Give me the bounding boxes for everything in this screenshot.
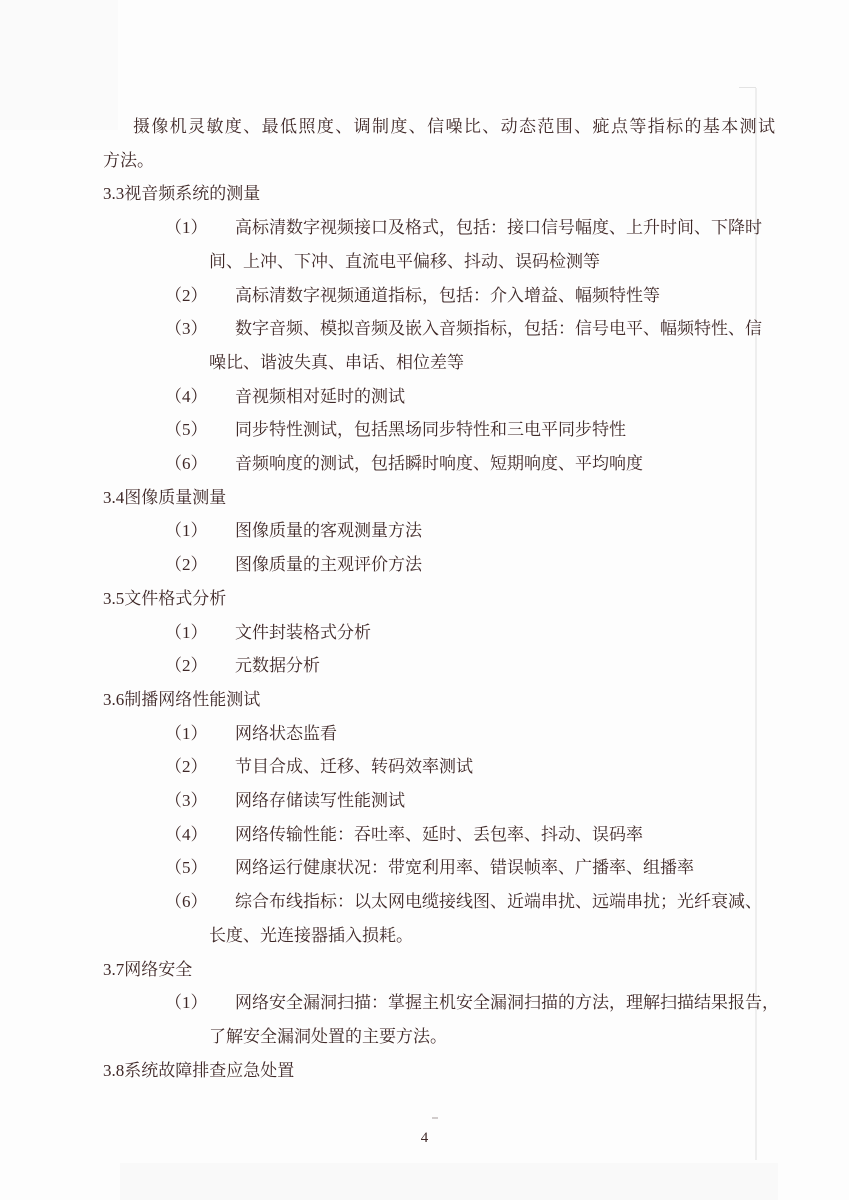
item-text: 数字音频、模拟音频及嵌入音频指标，包括：信号电平、幅频特性、信 [235, 319, 762, 339]
section-heading: 3.8系统故障排查应急处置 [103, 1060, 295, 1080]
list-item [103, 986, 779, 1020]
item-number: （5） [165, 858, 208, 878]
item-number: （2） [165, 555, 208, 575]
item-number: （4） [165, 824, 208, 844]
continuation-line: 间、上冲、下冲、直流电平偏移、抖动、误码检测等 [209, 251, 600, 271]
item-number: （1） [165, 218, 208, 238]
item-text: 网络传输性能：吞吐率、延时、丢包率、抖动、误码率 [235, 824, 643, 844]
item-number: （1） [165, 622, 208, 642]
section-heading: 3.6制播网络性能测试 [103, 689, 261, 709]
paragraph-line: 方法。 [103, 150, 154, 170]
item-number: （2） [165, 285, 208, 305]
item-number: （6） [165, 892, 208, 912]
item-text: 高标清数字视频通道指标，包括：介入增益、幅频特性等 [235, 285, 660, 305]
list-item [103, 649, 775, 683]
section-heading: 3.3视音频系统的测量 [103, 184, 261, 204]
list-item [103, 548, 775, 582]
continuation-line: 噪比、谐波失真、串话、相位差等 [209, 352, 464, 372]
list-item [103, 750, 775, 784]
list-item [103, 616, 775, 650]
item-text: 音视频相对延时的测试 [235, 386, 405, 406]
list-item [103, 717, 775, 751]
scan-edge-mark [739, 87, 756, 88]
item-number: （6） [165, 454, 208, 474]
item-number: （1） [165, 993, 208, 1013]
item-text: 网络存储读写性能测试 [235, 791, 405, 811]
continuation-line: 长度、光连接器插入损耗。 [209, 925, 413, 945]
list-item [103, 211, 775, 245]
continuation-line: 了解安全漏洞处置的主要方法。 [209, 1026, 447, 1046]
list-item [103, 851, 775, 885]
section-heading: 3.5文件格式分析 [103, 588, 227, 608]
item-number: （1） [165, 521, 208, 541]
list-item [103, 514, 775, 548]
item-text: 图像质量的主观评价方法 [235, 555, 422, 575]
list-item [103, 380, 775, 414]
list-item [103, 447, 775, 481]
list-item [103, 818, 775, 852]
item-text: 音频响度的测试，包括瞬时响度、短期响度、平均响度 [235, 454, 643, 474]
section-heading: 3.7网络安全 [103, 959, 193, 979]
item-text: 网络安全漏洞扫描：掌握主机安全漏洞扫描的方法，理解扫描结果报告， [235, 993, 779, 1013]
item-number: （2） [165, 656, 208, 676]
page-number: 4 [420, 1130, 429, 1146]
section-heading: 3.4图像质量测量 [103, 487, 227, 507]
list-item [103, 312, 775, 346]
item-text: 网络运行健康状况：带宽利用率、错误帧率、广播率、组播率 [235, 858, 694, 878]
item-text: 网络状态监看 [235, 723, 337, 743]
item-number: （3） [165, 791, 208, 811]
item-number: （5） [165, 420, 208, 440]
page-content [103, 110, 779, 1087]
list-item [103, 279, 775, 313]
item-text: 同步特性测试，包括黑场同步特性和三电平同步特性 [235, 420, 626, 440]
item-number: （4） [165, 386, 208, 406]
list-item [103, 784, 775, 818]
item-text: 高标清数字视频接口及格式，包括：接口信号幅度、上升时间、下降时 [235, 218, 762, 238]
item-text: 节目合成、迁移、转码效率测试 [235, 757, 473, 777]
item-text: 图像质量的客观测量方法 [235, 521, 422, 541]
item-text: 元数据分析 [235, 656, 320, 676]
item-number: （2） [165, 757, 208, 777]
item-number: （3） [165, 319, 208, 339]
list-item [103, 413, 775, 447]
item-text: 文件封装格式分析 [235, 622, 371, 642]
item-text: 综合布线指标：以太网电缆接线图、近端串扰、远端串扰；光纤衰减、 [235, 892, 762, 912]
paragraph-line: 摄像机灵敏度、最低照度、调制度、信噪比、动态范围、疵点等指标的基本测试 [133, 117, 775, 136]
scan-edge-line [755, 88, 757, 1160]
list-item [103, 885, 775, 919]
item-number: （1） [165, 723, 208, 743]
scan-speck [432, 1117, 438, 1119]
scan-shadow-band [120, 1163, 778, 1200]
